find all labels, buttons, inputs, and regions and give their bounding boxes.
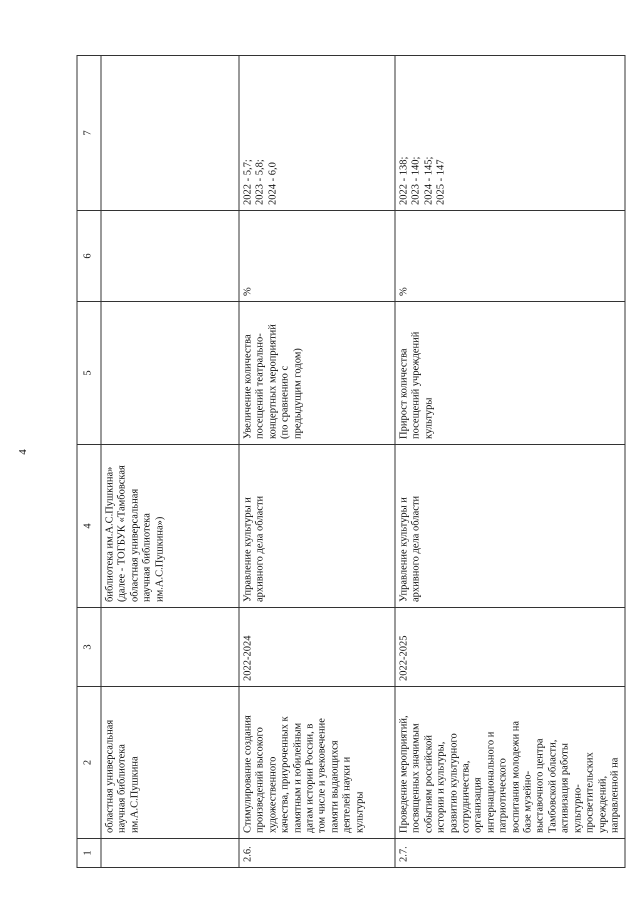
cell-line: архивного дела области	[254, 495, 266, 602]
cell-line: 2022 - 138;	[398, 156, 410, 205]
cell-line: культурно-	[572, 784, 584, 833]
cell-line: событиям российской	[423, 734, 435, 833]
column-header: 5	[77, 302, 101, 445]
cell-line: учреждений,	[597, 775, 608, 833]
cell-line: 2023 - 140;	[410, 156, 422, 205]
cell-line: культуры	[354, 791, 366, 833]
cell-line: художественного	[267, 756, 279, 833]
cell-line: 2024 - 6,0	[267, 162, 279, 205]
column-header: 6	[77, 211, 101, 302]
cell-line: развитию культурного	[448, 733, 460, 833]
period-cell	[101, 608, 239, 687]
cell-line: им.А.С.Пушкина»)	[154, 516, 166, 602]
cell-line: Стимулирование создания	[242, 715, 254, 833]
event-name-cell	[101, 687, 239, 839]
cell-line: памятным и юбилейным	[292, 722, 304, 833]
unit-cell	[101, 211, 239, 302]
cell-line: 2023 - 5,8;	[254, 159, 266, 205]
cell-line: Прирост количества	[398, 348, 410, 439]
cell-line: им.А.С.Пушкина	[129, 756, 141, 833]
cell-line: датам истории России, в	[304, 723, 316, 833]
executor-cell	[239, 445, 395, 608]
page-number: 4	[17, 449, 29, 455]
cell-line: активизация работы	[559, 743, 571, 833]
values-cell	[239, 56, 395, 211]
cell-line: (по сравнению с	[279, 365, 291, 439]
period-cell: 2022-2025	[395, 608, 625, 687]
cell-line: организация	[472, 777, 484, 833]
column-header: 7	[77, 56, 101, 211]
executor-cell	[395, 445, 625, 608]
cell-line: библиотека им.А.С.Пушкина»	[104, 466, 116, 602]
cell-line: посещений учреждений	[410, 331, 422, 439]
cell-line: 2024 - 145;	[423, 156, 435, 205]
cell-line: истории и культуры,	[435, 741, 447, 833]
cell-line: 2025 - 147	[435, 159, 447, 205]
cell-line: посещений театрально-	[254, 333, 266, 439]
column-header: 3	[77, 608, 101, 687]
rotated-table-wrapper	[77, 56, 626, 868]
cell-line: памяти выдающихся	[329, 740, 341, 833]
column-header: 2	[77, 687, 101, 839]
cell-line: Управление культуры и	[398, 497, 410, 602]
table-row	[395, 56, 625, 868]
row-number-cell: 2.7.	[395, 839, 625, 868]
program-table	[77, 55, 626, 868]
cell-line: сотрудничества,	[460, 760, 472, 833]
cell-line: базе музейно-	[522, 770, 534, 833]
cell-line: научная библиотека	[141, 513, 153, 602]
cell-line: Управление культуры и	[242, 497, 254, 602]
values-cell	[395, 56, 625, 211]
cell-line: архивного дела области	[410, 495, 422, 602]
row-number-cell	[101, 839, 239, 868]
values-cell	[101, 56, 239, 211]
cell-line: (далее - ТОГБУК «Тамбовская	[116, 465, 128, 602]
unit-cell: %	[395, 211, 625, 302]
cell-line: просветительских	[584, 752, 596, 833]
table-row	[239, 56, 395, 868]
cell-line: Увеличение количества	[242, 334, 254, 439]
column-header: 1	[77, 839, 101, 868]
cell-line: качества, приуроченных к	[279, 716, 291, 833]
cell-line: воспитания молодежи на	[510, 720, 522, 833]
indicator-cell	[395, 302, 625, 445]
column-header: 4	[77, 445, 101, 608]
cell-line: культуры	[423, 397, 435, 439]
cell-line: Тамбовской области,	[547, 739, 559, 833]
indicator-cell	[239, 302, 395, 445]
table-row	[101, 56, 239, 868]
cell-line: Проведение мероприятий,	[398, 715, 410, 833]
unit-cell: %	[239, 211, 395, 302]
cell-line: областная универсальная	[104, 719, 116, 833]
cell-line: том числе и увековечение	[316, 718, 328, 833]
header-row	[77, 56, 101, 868]
cell-line: предыдущим годом)	[292, 348, 304, 439]
event-name-cell	[395, 687, 625, 839]
cell-line: патриотического	[497, 758, 509, 833]
executor-cell	[101, 445, 239, 608]
cell-line: областная универсальная	[129, 488, 141, 602]
cell-line: 2022 - 5,7;	[242, 159, 254, 205]
cell-line: выставочного центра	[534, 738, 546, 833]
cell-line: направленной на	[609, 757, 621, 833]
event-name-cell	[239, 687, 395, 839]
row-number-cell: 2.6.	[239, 839, 395, 868]
cell-line: деятелей науки и	[341, 756, 353, 833]
cell-line: научная библиотека	[116, 744, 128, 833]
cell-line: посвященных значимым	[410, 723, 422, 833]
indicator-cell	[101, 302, 239, 445]
cell-line: интернационального и	[485, 731, 497, 833]
cell-line: произведений высокого	[254, 727, 266, 833]
period-cell: 2022-2024	[239, 608, 395, 687]
cell-line: концертных мероприятий	[267, 324, 279, 439]
